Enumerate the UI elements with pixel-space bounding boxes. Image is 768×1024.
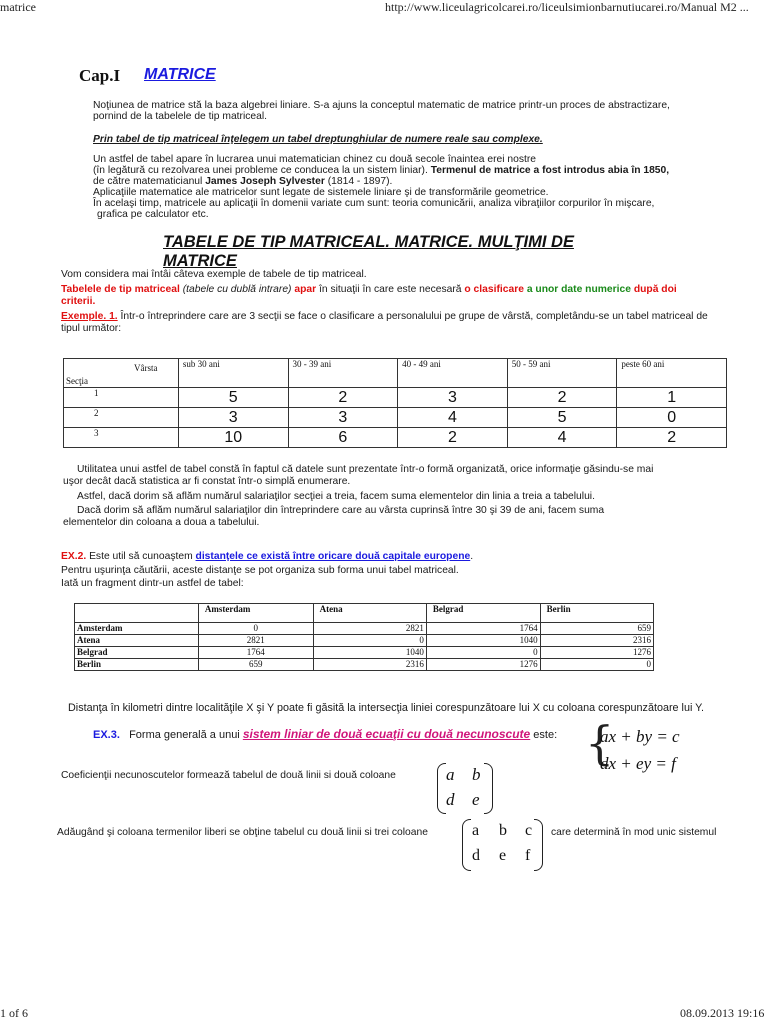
table-cell: 1764 xyxy=(198,647,313,659)
consider-line: Vom considera mai întâi câteva exemple de tabele de tip matriceal. xyxy=(61,269,367,280)
section-title-1: TABELE DE TIP MATRICEAL. MATRICE. MULŢIMI DE xyxy=(163,233,574,251)
table-cell: 1 xyxy=(617,388,727,408)
table-row xyxy=(75,623,654,635)
header-varsta: Vârsta xyxy=(134,363,158,373)
add-text: Adăugând şi coloana termenilor liberi se obţine tabelul cu două linii si trei coloane xyxy=(57,827,428,838)
table-cell: 3 xyxy=(398,388,508,408)
table-row xyxy=(75,604,654,623)
history-2b: Termenul de matrice a fost introdus abia în 1850, xyxy=(430,165,670,176)
tabele-apar: apar xyxy=(294,284,317,295)
ex2-line-3: Iată un fragment dintr-un astfel de tabel: xyxy=(61,578,244,589)
column-header: Amsterdam xyxy=(198,604,313,623)
header-sectia: Secţia xyxy=(66,376,88,386)
table-cell: 1276 xyxy=(540,647,653,659)
table-cell: 2821 xyxy=(313,623,426,635)
ex2-label: EX.2. xyxy=(61,551,87,562)
ex3-label: EX.3. xyxy=(93,729,120,741)
equation-1: ax + by = c xyxy=(600,727,680,746)
ex2-link[interactable]: distanţele ce există între oricare două capitale europene xyxy=(195,551,471,562)
history-line-3 xyxy=(93,176,392,187)
row-label: 2 xyxy=(64,408,179,428)
table-row xyxy=(75,635,654,647)
table-cell: 2 xyxy=(617,428,727,448)
table-cell: 0 xyxy=(426,647,540,659)
table-cell: 659 xyxy=(198,659,313,671)
matrix-right-bracket xyxy=(534,819,543,871)
column-header: 30 - 39 ani xyxy=(288,359,398,388)
matrix-left-bracket xyxy=(462,819,471,871)
table-row xyxy=(64,408,727,428)
ex1-label: Exemple. 1. xyxy=(61,311,118,322)
intro-line-1: Noţiunea de matrice stă la baza algebrei liniare. S-a ajuns la conceptul matematic de matrice printr-un proces de abstractizare, xyxy=(93,100,670,111)
util-line-3: Astfel, dacă dorim să aflăm numărul salariaţilor secţiei a treia, facem suma elementelor din linia a treia a tabelului. xyxy=(77,491,595,502)
history-line-6: grafica pe calculator etc. xyxy=(97,209,209,220)
history-line-2 xyxy=(93,165,669,176)
system-brace: { xyxy=(585,716,615,770)
row-label: Atena xyxy=(75,635,199,647)
table-cell: 4 xyxy=(398,408,508,428)
table-cell: 2 xyxy=(507,388,617,408)
tabele-term: Tabelele de tip matriceal xyxy=(61,284,180,295)
corner-cell xyxy=(75,604,199,623)
table-cell: 2 xyxy=(398,428,508,448)
matrix-entry: c xyxy=(525,822,533,839)
row-label: 1 xyxy=(64,388,179,408)
table-cell: 2316 xyxy=(313,659,426,671)
table-row xyxy=(75,659,654,671)
ex1-text-2: tipul următor: xyxy=(61,323,122,334)
section-title-2: MATRICE xyxy=(163,252,237,270)
table-cell: 0 xyxy=(540,659,653,671)
ex2-line-2: Pentru uşurinţa căutării, aceste distanţe se pot organiza sub forma unui tabel matriceal. xyxy=(61,565,459,576)
corner-cell xyxy=(64,359,179,388)
history-3c: (1814 - 1897). xyxy=(327,176,393,187)
table-row xyxy=(75,647,654,659)
history-line-1: Un astfel de tabel apare în lucrarea unui matematician chinez cu două secole înaintea erei nostre xyxy=(93,154,537,165)
table-cell: 1040 xyxy=(313,647,426,659)
history-line-4: Aplicaţiile matematice ale matricelor sunt legate de sistemele liniare şi de transformările geometrice. xyxy=(93,187,549,198)
intro-line-2: pornind de la tabelele de tip matriceal. xyxy=(93,111,268,122)
chapter-number: Cap.I xyxy=(79,66,121,85)
page-counter: 1 of 6 xyxy=(0,1006,28,1020)
util-line-1: Utilitatea unui astfel de tabel constă în faptul că datele sunt prezentate într-o formă organizată, orice informaţie găsindu-se mai xyxy=(77,464,654,475)
table-row xyxy=(64,428,727,448)
tabele-dupa: după doi xyxy=(633,284,677,295)
column-header: Belgrad xyxy=(426,604,540,623)
ex3-text: Forma generală a unui xyxy=(129,729,240,741)
history-3a: de către matematicianul xyxy=(93,176,203,187)
matrix-entry: b xyxy=(472,765,481,784)
table-cell: 1040 xyxy=(426,635,540,647)
add-text-end: care determină în mod unic sistemul xyxy=(551,827,717,838)
history-line-5: În acelaşi timp, matricele au aplicaţii în domenii variate cum sunt: teoria comunicării, analiza vibraţiilor corpurilor în mişcare, xyxy=(93,198,655,209)
matrix-entry: d xyxy=(472,847,480,864)
row-label: Amsterdam xyxy=(75,623,199,635)
tabele-date: a unor date numerice xyxy=(526,284,631,295)
distance-note: Distanţa în kilometri dintre localităţile X şi Y poate fi găsită la intersecţia liniei corespunzătoare lui X cu coloana corespunzătoare lui Y. xyxy=(68,702,704,714)
matrix-entry: f xyxy=(525,847,531,864)
ex3-link[interactable]: sistem liniar de două ecuaţii cu două necunoscute xyxy=(242,727,531,741)
table-cell: 5 xyxy=(178,388,288,408)
history-2a: (în legătură cu rezolvarea unei probleme ce conducea la un sistem liniar). xyxy=(93,165,428,176)
table-cell: 2316 xyxy=(540,635,653,647)
distance-table xyxy=(74,603,654,671)
table-cell: 5 xyxy=(507,408,617,428)
sylvester-name: James Joseph Sylvester xyxy=(205,176,325,187)
definition: Prin tabel de tip matriceal înţelegem un tabel dreptunghiular de numere reale sau complexe. xyxy=(93,134,543,145)
matrix-entry: d xyxy=(446,790,455,809)
column-header: Atena xyxy=(313,604,426,623)
table-row xyxy=(64,359,727,388)
row-label: Belgrad xyxy=(75,647,199,659)
table-cell: 0 xyxy=(198,623,313,635)
ex2-dot: . xyxy=(470,551,474,562)
matrix-entry: a xyxy=(446,765,455,784)
table-cell: 2821 xyxy=(198,635,313,647)
tabele-clasificare: o clasificare xyxy=(464,284,524,295)
matrix-entry: b xyxy=(499,822,507,839)
table-cell: 1764 xyxy=(426,623,540,635)
table-cell: 3 xyxy=(288,408,398,428)
util-line-4: Dacă dorim să aflăm numărul salariaţilor din întreprindere care au vârsta cuprinsă între 30 şi 39 de ani, facem suma xyxy=(77,505,605,516)
equation-2: dx + ey = f xyxy=(600,754,676,773)
chapter-title: MATRICE xyxy=(144,66,216,83)
column-header: Berlin xyxy=(540,604,653,623)
column-header: 50 - 59 ani xyxy=(507,359,617,388)
column-header: 40 - 49 ani xyxy=(398,359,508,388)
matrix-right-bracket xyxy=(484,763,493,814)
matrix-entry: e xyxy=(472,790,480,809)
column-header: sub 30 ani xyxy=(178,359,288,388)
row-label: Berlin xyxy=(75,659,199,671)
tabele-line-1 xyxy=(61,284,677,295)
window-title: matrice xyxy=(0,0,36,14)
table-cell: 0 xyxy=(617,408,727,428)
table-cell: 4 xyxy=(507,428,617,448)
tabele-paren: (tabele cu dublă intrare) xyxy=(182,284,292,295)
table-cell: 1276 xyxy=(426,659,540,671)
table-cell: 10 xyxy=(178,428,288,448)
table-cell: 0 xyxy=(313,635,426,647)
page-url[interactable]: http://www.liceulagricolcarei.ro/liceulsimionbarnutiucarei.ro/Manual M2 ... xyxy=(385,0,749,14)
ex3-line xyxy=(93,729,557,741)
table-row xyxy=(64,388,727,408)
matrix-entry: e xyxy=(499,847,507,864)
coef-text: Coeficienţii necunoscutelor formează tabelul de două linii si două coloane xyxy=(61,770,396,781)
age-table xyxy=(63,358,727,448)
ex1-line xyxy=(61,311,708,322)
table-cell: 2 xyxy=(288,388,398,408)
row-label: 3 xyxy=(64,428,179,448)
tabele-line-2: criterii. xyxy=(61,296,96,307)
matrix-left-bracket xyxy=(437,763,446,814)
ex2-line xyxy=(61,551,473,562)
column-header: peste 60 ani xyxy=(617,359,727,388)
matrix-entry: a xyxy=(472,822,480,839)
util-line-2: uşor decât dacă statistica ar fi constat într-o simplă enumerare. xyxy=(63,476,351,487)
tabele-situatii: în situaţii în care este necesară xyxy=(319,284,462,295)
print-datetime: 08.09.2013 19:16 xyxy=(680,1006,765,1020)
ex1-text: Într-o întreprindere care are 3 secţii se face o clasificare a personalului pe grupe de vârstă, completându-se un tabel matriceal de xyxy=(120,311,708,322)
ex3-end: este: xyxy=(533,729,558,741)
table-cell: 6 xyxy=(288,428,398,448)
ex2-text: Este util să cunoaştem xyxy=(89,551,193,562)
util-line-5: elementelor din coloana a doua a tabelului. xyxy=(63,517,260,528)
table-cell: 659 xyxy=(540,623,653,635)
table-cell: 3 xyxy=(178,408,288,428)
